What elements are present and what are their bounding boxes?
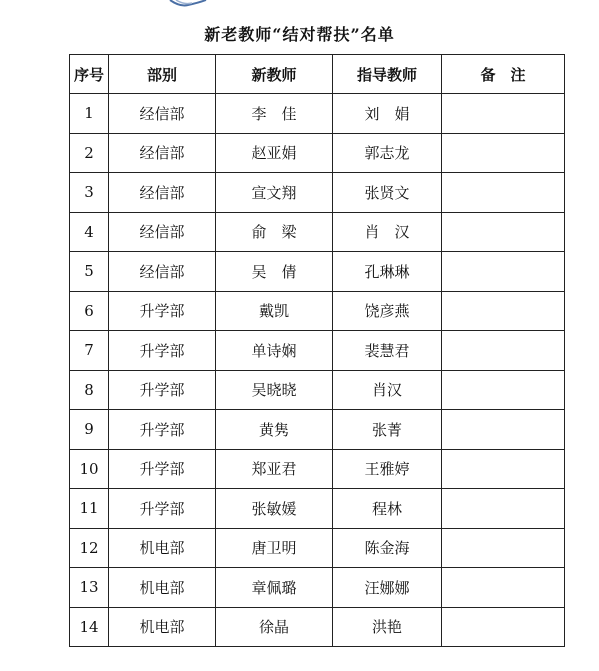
cell-new-teacher: 李 佳 <box>216 94 333 134</box>
cell-mentor: 洪艳 <box>333 607 442 647</box>
cell-department: 升学部 <box>109 489 216 529</box>
cell-new-teacher: 徐晶 <box>216 607 333 647</box>
cell-no: 6 <box>70 291 109 331</box>
cell-notes <box>442 528 565 568</box>
header-new-teacher: 新教师 <box>216 55 333 94</box>
cell-department: 经信部 <box>109 252 216 292</box>
cell-new-teacher: 吴 倩 <box>216 252 333 292</box>
cell-mentor: 刘 娟 <box>333 94 442 134</box>
cell-mentor: 程林 <box>333 489 442 529</box>
cell-no: 4 <box>70 212 109 252</box>
cell-department: 经信部 <box>109 173 216 213</box>
cell-notes <box>442 410 565 450</box>
cell-no: 5 <box>70 252 109 292</box>
table-row <box>70 252 565 292</box>
cell-mentor: 饶彦燕 <box>333 291 442 331</box>
cell-mentor: 裴慧君 <box>333 331 442 371</box>
table-row <box>70 331 565 371</box>
cell-new-teacher: 郑亚君 <box>216 449 333 489</box>
cell-no: 8 <box>70 370 109 410</box>
cell-department: 经信部 <box>109 133 216 173</box>
cell-new-teacher: 赵亚娟 <box>216 133 333 173</box>
cell-notes <box>442 291 565 331</box>
cell-department: 升学部 <box>109 370 216 410</box>
cell-new-teacher: 吴晓晓 <box>216 370 333 410</box>
cell-department: 机电部 <box>109 528 216 568</box>
header-notes: 备 注 <box>442 55 565 94</box>
header-mentor: 指导教师 <box>333 55 442 94</box>
cell-notes <box>442 212 565 252</box>
cell-mentor: 陈金海 <box>333 528 442 568</box>
cell-new-teacher: 单诗娴 <box>216 331 333 371</box>
table-row <box>70 410 565 450</box>
table-row <box>70 133 565 173</box>
cell-mentor: 张贤文 <box>333 173 442 213</box>
table-row <box>70 173 565 213</box>
cell-new-teacher: 戴凯 <box>216 291 333 331</box>
cell-mentor: 汪娜娜 <box>333 568 442 608</box>
cell-new-teacher: 张敏媛 <box>216 489 333 529</box>
cell-new-teacher: 黄隽 <box>216 410 333 450</box>
mentor-pairing-table <box>69 54 565 647</box>
cell-department: 升学部 <box>109 410 216 450</box>
cell-notes <box>442 370 565 410</box>
cell-no: 11 <box>70 489 109 529</box>
cell-no: 12 <box>70 528 109 568</box>
cell-no: 14 <box>70 607 109 647</box>
table-row <box>70 449 565 489</box>
table-row <box>70 291 565 331</box>
header-department: 部别 <box>109 55 216 94</box>
cell-department: 经信部 <box>109 94 216 134</box>
table-row <box>70 568 565 608</box>
cell-mentor: 肖 汉 <box>333 212 442 252</box>
cell-no: 13 <box>70 568 109 608</box>
cell-mentor: 张菁 <box>333 410 442 450</box>
cell-new-teacher: 宣文翔 <box>216 173 333 213</box>
cell-notes <box>442 133 565 173</box>
cell-no: 2 <box>70 133 109 173</box>
cell-notes <box>442 173 565 213</box>
table-row <box>70 370 565 410</box>
page-title: 新老教师“结对帮扶”名单 <box>204 25 395 44</box>
cell-notes <box>442 607 565 647</box>
cell-new-teacher: 唐卫明 <box>216 528 333 568</box>
cell-notes <box>442 489 565 529</box>
cell-department: 升学部 <box>109 331 216 371</box>
cell-no: 7 <box>70 331 109 371</box>
logo-fragment-icon <box>168 0 208 8</box>
cell-mentor: 郭志龙 <box>333 133 442 173</box>
table-row <box>70 212 565 252</box>
cell-mentor: 肖汉 <box>333 370 442 410</box>
cell-department: 经信部 <box>109 212 216 252</box>
cell-department: 升学部 <box>109 291 216 331</box>
cell-notes <box>442 568 565 608</box>
cell-department: 机电部 <box>109 568 216 608</box>
cell-notes <box>442 94 565 134</box>
cell-no: 10 <box>70 449 109 489</box>
cell-no: 9 <box>70 410 109 450</box>
table-row <box>70 489 565 529</box>
header-no: 序号 <box>70 55 109 94</box>
cell-notes <box>442 449 565 489</box>
cell-notes <box>442 252 565 292</box>
cell-new-teacher: 俞 梁 <box>216 212 333 252</box>
table-row <box>70 607 565 647</box>
cell-department: 机电部 <box>109 607 216 647</box>
table-row <box>70 94 565 134</box>
cell-notes <box>442 331 565 371</box>
cell-mentor: 王雅婷 <box>333 449 442 489</box>
cell-department: 升学部 <box>109 449 216 489</box>
cell-no: 1 <box>70 94 109 134</box>
table-header-row <box>70 55 565 94</box>
table-body <box>70 94 565 647</box>
cell-new-teacher: 章佩璐 <box>216 568 333 608</box>
cell-mentor: 孔琳琳 <box>333 252 442 292</box>
table-row <box>70 528 565 568</box>
cell-no: 3 <box>70 173 109 213</box>
